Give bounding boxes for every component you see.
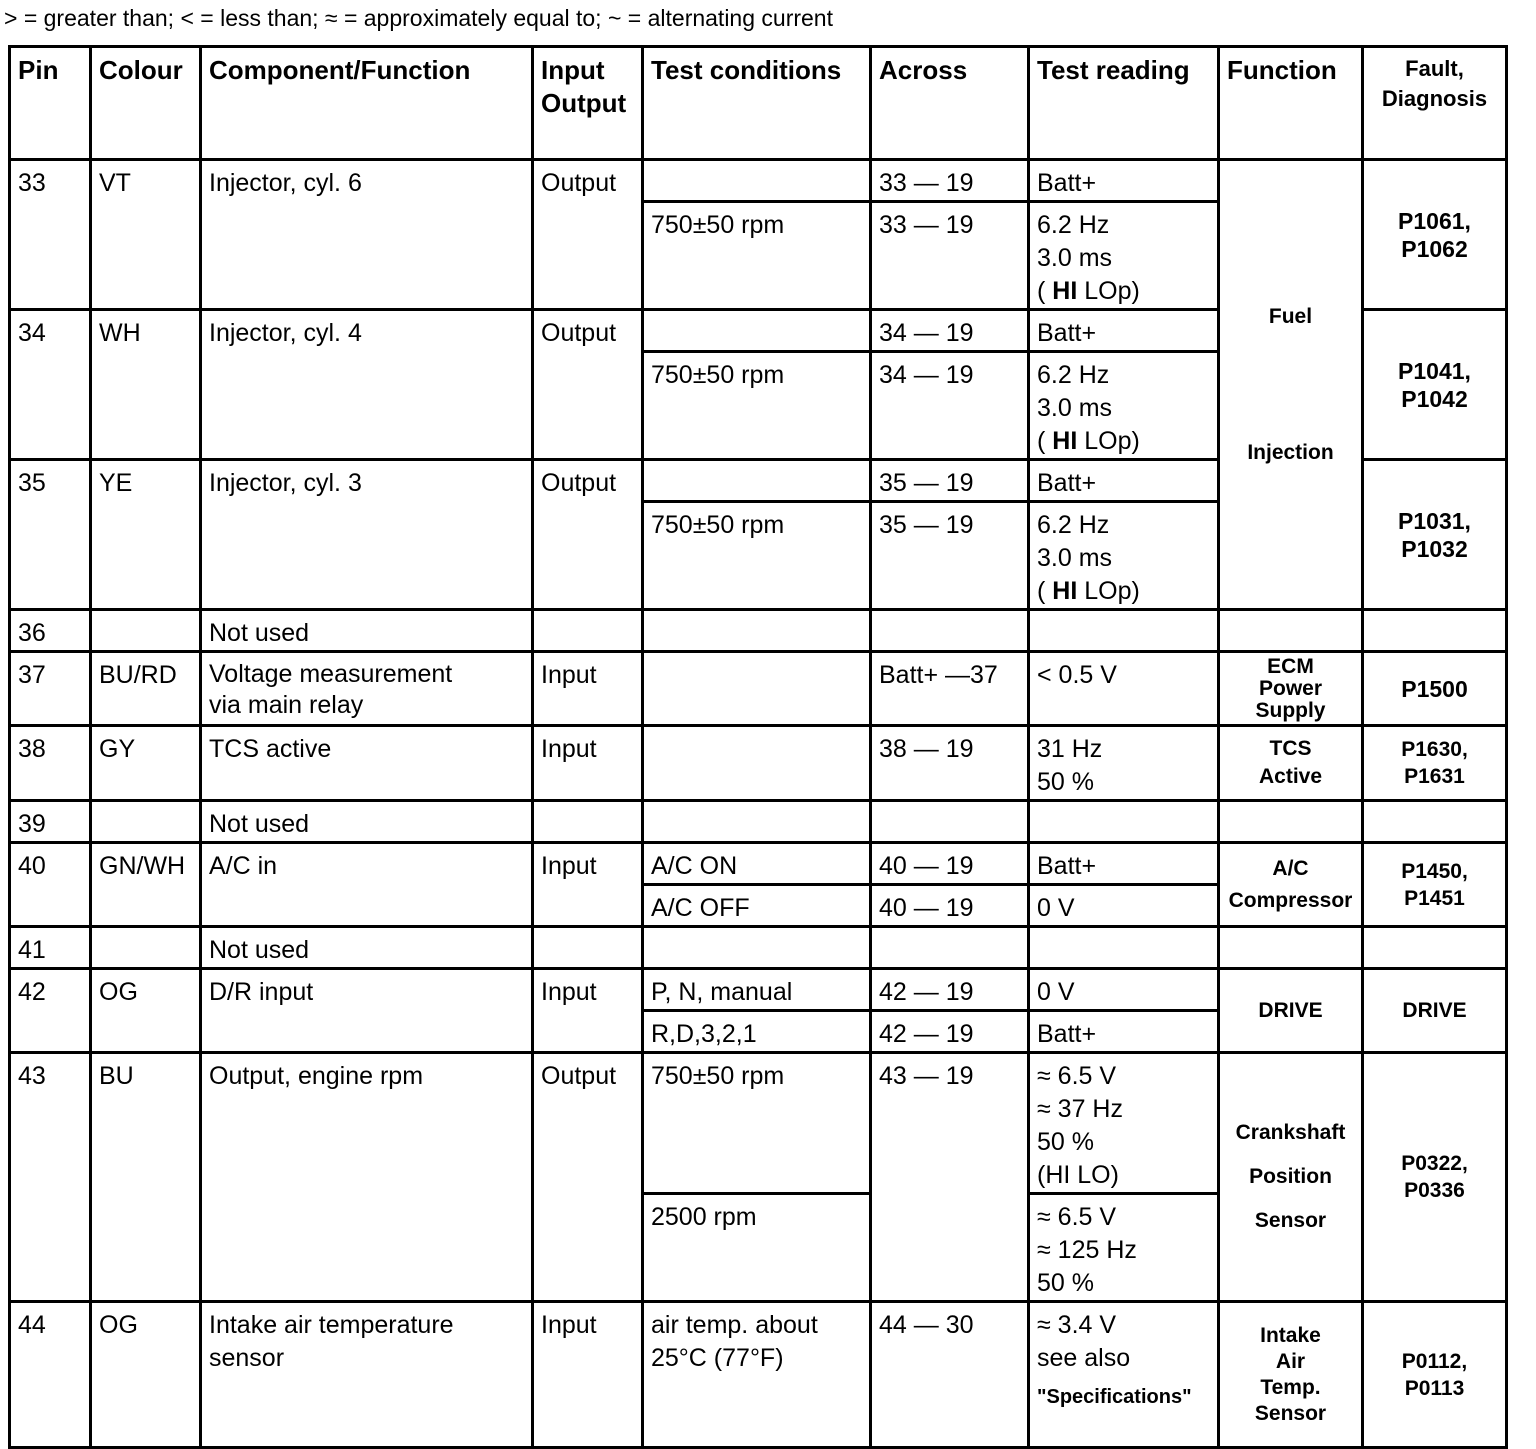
component-cell: Not used bbox=[201, 801, 533, 843]
io-cell: Input bbox=[533, 652, 643, 726]
colour-cell: BU bbox=[91, 1053, 201, 1302]
function-cell-fuel-injection: Fuel Injection bbox=[1219, 160, 1363, 610]
reading-cell: 6.2 Hz 3.0 ms ( HI LOp) bbox=[1029, 352, 1219, 460]
fault-cell: P0322, P0336 bbox=[1363, 1053, 1507, 1302]
io-cell: Output bbox=[533, 160, 643, 310]
table-row bbox=[10, 927, 1507, 969]
io-cell: Input bbox=[533, 843, 643, 927]
table-row bbox=[10, 160, 1507, 202]
colour-cell: GN/WH bbox=[91, 843, 201, 927]
condition-cell: R,D,3,2,1 bbox=[643, 1011, 871, 1053]
component-cell: TCS active bbox=[201, 726, 533, 801]
function-cell-intake-air-temp-sensor: Intake Air Temp. Sensor bbox=[1219, 1302, 1363, 1448]
pin-cell: 38 bbox=[10, 726, 91, 801]
condition-cell: A/C ON bbox=[643, 843, 871, 885]
pin-cell: 40 bbox=[10, 843, 91, 927]
io-cell: Output bbox=[533, 1053, 643, 1302]
component-cell: D/R input bbox=[201, 969, 533, 1053]
component-cell: Injector, cyl. 6 bbox=[201, 160, 533, 310]
across-cell: 43 — 19 bbox=[871, 1053, 1029, 1302]
across-cell: 42 — 19 bbox=[871, 969, 1029, 1011]
colour-cell: OG bbox=[91, 969, 201, 1053]
function-cell-drive: DRIVE bbox=[1219, 969, 1363, 1053]
fault-cell: P1061, P1062 bbox=[1363, 160, 1507, 310]
ecm-pin-table bbox=[8, 45, 1508, 1449]
reading-cell: ≈ 6.5 V ≈ 125 Hz 50 % bbox=[1029, 1194, 1219, 1302]
across-cell: 35 — 19 bbox=[871, 502, 1029, 610]
reading-cell: Batt+ bbox=[1029, 1011, 1219, 1053]
colour-cell: OG bbox=[91, 1302, 201, 1448]
colour-cell: VT bbox=[91, 160, 201, 310]
reading-cell: < 0.5 V bbox=[1029, 652, 1219, 726]
condition-cell: 2500 rpm bbox=[643, 1194, 871, 1302]
condition-cell bbox=[643, 460, 871, 502]
across-cell: 42 — 19 bbox=[871, 1011, 1029, 1053]
reading-cell: 6.2 Hz 3.0 ms ( HI LOp) bbox=[1029, 502, 1219, 610]
component-cell: Output, engine rpm bbox=[201, 1053, 533, 1302]
condition-cell: 750±50 rpm bbox=[643, 502, 871, 610]
colour-cell bbox=[91, 927, 201, 969]
fault-cell: DRIVE bbox=[1363, 969, 1507, 1053]
colour-cell: YE bbox=[91, 460, 201, 610]
condition-cell bbox=[643, 652, 871, 726]
colour-cell bbox=[91, 801, 201, 843]
fault-cell: P1031, P1032 bbox=[1363, 460, 1507, 610]
legend-text: > = greater than; < = less than; ≈ = approximately equal to; ~ = alternating current bbox=[4, 5, 833, 31]
function-cell-tcs-active: TCS Active bbox=[1219, 726, 1363, 801]
pin-cell: 37 bbox=[10, 652, 91, 726]
component-cell: Not used bbox=[201, 927, 533, 969]
function-cell-ac-compressor: A/C Compressor bbox=[1219, 843, 1363, 927]
pin-cell: 33 bbox=[10, 160, 91, 310]
header-pin: Pin bbox=[10, 47, 91, 160]
colour-cell bbox=[91, 610, 201, 652]
across-cell: 35 — 19 bbox=[871, 460, 1029, 502]
component-cell: Injector, cyl. 4 bbox=[201, 310, 533, 460]
colour-cell: BU/RD bbox=[91, 652, 201, 726]
header-row bbox=[10, 47, 1507, 160]
table-row bbox=[10, 726, 1507, 801]
fault-cell: P1041, P1042 bbox=[1363, 310, 1507, 460]
io-cell: Input bbox=[533, 1302, 643, 1448]
header-input-output: Input Output bbox=[533, 47, 643, 160]
header-across: Across bbox=[871, 47, 1029, 160]
header-test-conditions: Test conditions bbox=[643, 47, 871, 160]
across-cell: 33 — 19 bbox=[871, 160, 1029, 202]
reading-cell: 0 V bbox=[1029, 969, 1219, 1011]
component-cell: A/C in bbox=[201, 843, 533, 927]
reading-cell: 31 Hz 50 % bbox=[1029, 726, 1219, 801]
across-cell: Batt+ —37 bbox=[871, 652, 1029, 726]
io-cell: Output bbox=[533, 310, 643, 460]
fault-cell: P1450, P1451 bbox=[1363, 843, 1507, 927]
table-row bbox=[10, 652, 1507, 726]
condition-cell: 750±50 rpm bbox=[643, 352, 871, 460]
across-cell: 40 — 19 bbox=[871, 843, 1029, 885]
across-cell: 38 — 19 bbox=[871, 726, 1029, 801]
fault-cell: P0112, P0113 bbox=[1363, 1302, 1507, 1448]
reading-cell: Batt+ bbox=[1029, 843, 1219, 885]
component-cell: Injector, cyl. 3 bbox=[201, 460, 533, 610]
condition-cell: P, N, manual bbox=[643, 969, 871, 1011]
fault-cell: P1630, P1631 bbox=[1363, 726, 1507, 801]
io-cell: Input bbox=[533, 726, 643, 801]
condition-cell bbox=[643, 726, 871, 801]
fault-cell: P1500 bbox=[1363, 652, 1507, 726]
pin-cell: 44 bbox=[10, 1302, 91, 1448]
table-row bbox=[10, 843, 1507, 885]
pin-cell: 36 bbox=[10, 610, 91, 652]
reading-cell: ≈ 3.4 V see also "Specifications" bbox=[1029, 1302, 1219, 1448]
reading-cell: 0 V bbox=[1029, 885, 1219, 927]
io-cell: Input bbox=[533, 969, 643, 1053]
component-cell: Intake air temperature sensor bbox=[201, 1302, 533, 1448]
reading-cell: Batt+ bbox=[1029, 160, 1219, 202]
reading-cell: 6.2 Hz 3.0 ms ( HI LOp) bbox=[1029, 202, 1219, 310]
condition-cell: air temp. about 25°C (77°F) bbox=[643, 1302, 871, 1448]
condition-cell: A/C OFF bbox=[643, 885, 871, 927]
component-cell: Voltage measurement via main relay bbox=[201, 652, 533, 726]
table-row bbox=[10, 1302, 1507, 1448]
condition-cell: 750±50 rpm bbox=[643, 1053, 871, 1194]
function-cell-ecm-power-supply: ECM Power Supply bbox=[1219, 652, 1363, 726]
reading-cell: Batt+ bbox=[1029, 460, 1219, 502]
pin-cell: 35 bbox=[10, 460, 91, 610]
pin-cell: 39 bbox=[10, 801, 91, 843]
pin-cell: 34 bbox=[10, 310, 91, 460]
header-function: Function bbox=[1219, 47, 1363, 160]
condition-cell bbox=[643, 310, 871, 352]
pin-cell: 42 bbox=[10, 969, 91, 1053]
header-fault-diagnosis: Fault, Diagnosis bbox=[1363, 47, 1507, 160]
across-cell: 40 — 19 bbox=[871, 885, 1029, 927]
pin-cell: 41 bbox=[10, 927, 91, 969]
colour-cell: GY bbox=[91, 726, 201, 801]
table-row bbox=[10, 969, 1507, 1011]
header-colour: Colour bbox=[91, 47, 201, 160]
header-component: Component/Function bbox=[201, 47, 533, 160]
function-cell-crankshaft-position-sensor: Crankshaft Position Sensor bbox=[1219, 1053, 1363, 1302]
table-row bbox=[10, 1053, 1507, 1194]
pin-cell: 43 bbox=[10, 1053, 91, 1302]
across-cell: 44 — 30 bbox=[871, 1302, 1029, 1448]
table-row bbox=[10, 610, 1507, 652]
colour-cell: WH bbox=[91, 310, 201, 460]
across-cell: 33 — 19 bbox=[871, 202, 1029, 310]
across-cell: 34 — 19 bbox=[871, 310, 1029, 352]
table-row bbox=[10, 801, 1507, 843]
reading-cell: Batt+ bbox=[1029, 310, 1219, 352]
component-cell: Not used bbox=[201, 610, 533, 652]
across-cell: 34 — 19 bbox=[871, 352, 1029, 460]
reading-cell: ≈ 6.5 V ≈ 37 Hz 50 % (HI LO) bbox=[1029, 1053, 1219, 1194]
condition-cell bbox=[643, 160, 871, 202]
io-cell: Output bbox=[533, 460, 643, 610]
condition-cell: 750±50 rpm bbox=[643, 202, 871, 310]
header-test-reading: Test reading bbox=[1029, 47, 1219, 160]
